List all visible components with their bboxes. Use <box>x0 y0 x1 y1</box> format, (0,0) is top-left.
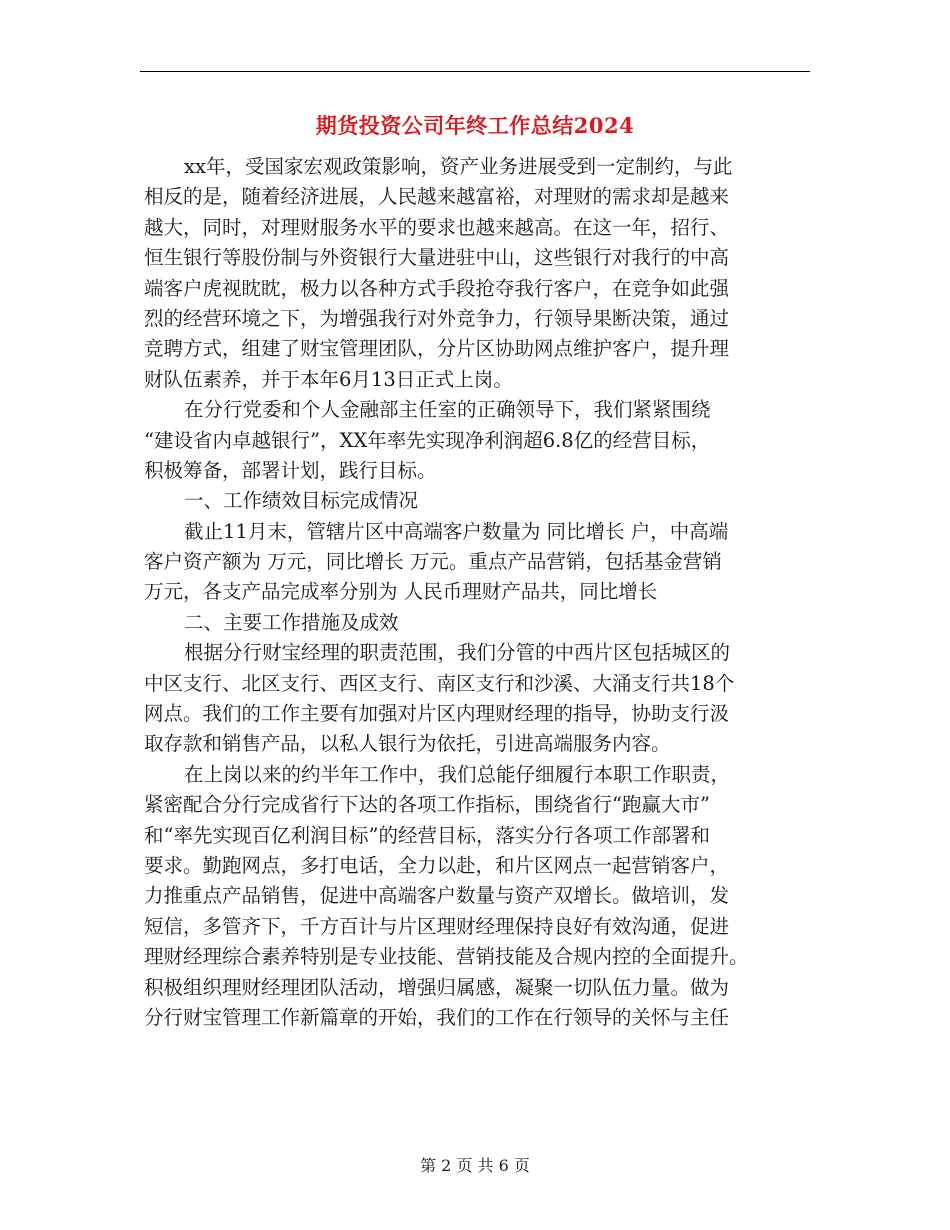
section-heading: 一、工作绩效目标完成情况 <box>184 489 419 513</box>
document-title: 期货投资公司年终工作总结2024 <box>315 113 635 138</box>
paragraph-line: 网点。我们的工作主要有加强对片区内理财经理的指导，协助支行汲 <box>144 702 730 726</box>
paragraph-line: 积极组织理财经理团队活动，增强归属感，凝聚一切队伍力量。做为 <box>144 975 730 999</box>
paragraph-line: 烈的经营环境之下，为增强我行对外竞争力，行领导果断决策，通过 <box>144 306 730 330</box>
paragraph-line: 积极筹备，部署计划，践行目标。 <box>144 458 437 482</box>
paragraph-line: 客户资产额为 万元，同比增长 万元。重点产品营销，包括基金营销 <box>144 550 722 574</box>
paragraph-line: 在上岗以来的约半年工作中，我们总能仔细履行本职工作职责， <box>184 762 731 786</box>
paragraph-line: 取存款和销售产品，以私人银行为依托，引进高端服务内容。 <box>144 732 671 756</box>
paragraph-line: 相反的是，随着经济进展，人民越来越富裕，对理财的需求却是越来 <box>144 185 730 209</box>
page-number-footer: 第 2 页 共 6 页 <box>420 1156 530 1175</box>
paragraph-line: 截止11月末，管辖片区中高端客户数量为 同比增长 户，中高端 <box>184 519 729 543</box>
paragraph-line: “建设省内卓越银行”，XX年率先实现净利润超6.8亿的经营目标， <box>144 428 711 452</box>
paragraph-line: 力推重点产品销售，促进中高端客户数量与资产双增长。做培训，发 <box>144 884 730 908</box>
paragraph-line: 竞聘方式，组建了财宝管理团队，分片区协助网点维护客户，提升理 <box>144 337 730 361</box>
paragraph-line: 紧密配合分行完成省行下达的各项工作指标，围绕省行“跑赢大市” <box>144 793 710 817</box>
paragraph-line: 财队伍素养，并于本年6月13日正式上岗。 <box>144 367 513 391</box>
document-body <box>144 152 814 1033</box>
paragraph-line: 在分行党委和个人金融部主任室的正确领导下，我们紧紧围绕 <box>184 398 711 422</box>
paragraph-line: 分行财宝管理工作新篇章的开始，我们的工作在行领导的关怀与主任 <box>144 1005 730 1029</box>
paragraph-line: 万元，各支产品完成率分别为 人民币理财产品共，同比增长 <box>144 580 658 604</box>
paragraph-line: 根据分行财宝经理的职责范围，我们分管的中西片区包括城区的 <box>184 641 731 665</box>
paragraph-line: 越大，同时，对理财服务水平的要求也越来越高。在这一年，招行、 <box>144 215 730 239</box>
paragraph-line: 端客户虎视眈眈，极力以各种方式手段抢夺我行客户，在竞争如此强 <box>144 276 730 300</box>
paragraph-line: 中区支行、北区支行、西区支行、南区支行和沙溪、大涌支行共18个 <box>144 671 735 695</box>
section-heading: 二、主要工作措施及成效 <box>184 610 399 634</box>
paragraph-line: 和“率先实现百亿利润目标”的经营目标，落实分行各项工作部署和 <box>144 823 710 847</box>
paragraph-line: 要求。勤跑网点，多打电话，全力以赴，和片区网点一起营销客户， <box>144 853 730 877</box>
paragraph-line: 短信，多管齐下，千方百计与片区理财经理保持良好有效沟通，促进 <box>144 914 730 938</box>
paragraph-line: 恒生银行等股份制与外资银行大量进驻中山，这些银行对我行的中高 <box>144 246 730 270</box>
paragraph-line: xx年，受国家宏观政策影响，资产业务进展受到一定制约，与此 <box>184 155 733 178</box>
header-rule <box>140 71 810 72</box>
paragraph-line: 理财经理综合素养特别是专业技能、营销技能及合规内控的全面提升。 <box>144 945 749 969</box>
